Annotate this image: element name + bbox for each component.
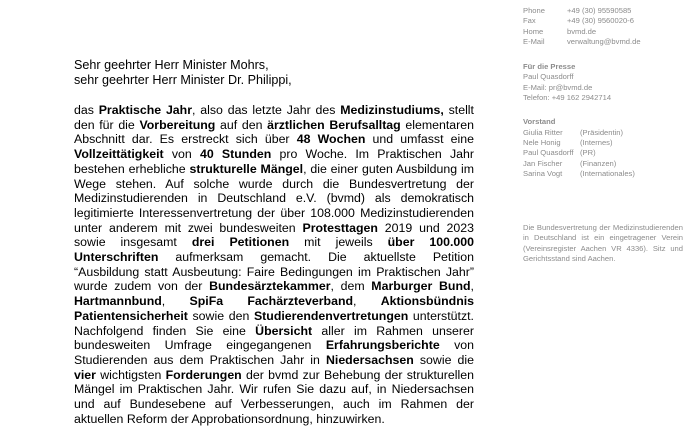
- body-emphasis: Bundesärztekammer: [209, 279, 331, 294]
- board-member-name: Paul Quasdorff: [523, 148, 574, 158]
- body-text-run: ,: [353, 294, 381, 309]
- body-emphasis: Studierendenvertretungen: [253, 308, 409, 323]
- body-text-run: mit jeweils: [289, 235, 388, 250]
- body-text-run: das: [74, 103, 99, 117]
- contact-value[interactable]: bvmd.de: [567, 26, 597, 36]
- salutation-line-2: sehr geehrter Herr Minister Dr. Philippi,: [74, 73, 292, 87]
- body-emphasis: Protesttagen: [302, 220, 378, 235]
- board-member-name: Jan Fischer: [523, 158, 563, 168]
- body-text-run: und umfasst eine: [365, 132, 475, 147]
- contact-fax: [523, 16, 695, 26]
- body-text-run: der bvmd zur Behebung der strukturellen Mängel im Praktischen Jahr. Wir rufen Sie dazu auf, in Niedersachsen und auf Bundesebene auf Verbesserungen, auch im Rahmen der aktuellen Reform der Approbationsordnung, hinzuwirken.: [74, 367, 474, 426]
- body-emphasis: Praktische Jahr: [98, 103, 193, 117]
- body-emphasis: Aktionsbündnis Patientensicherheit: [74, 294, 475, 323]
- body-emphasis: Vollzeittätigkeit: [74, 147, 164, 162]
- press-title: Für die Presse: [523, 62, 576, 72]
- body-text-run: stellt den für die: [74, 103, 474, 132]
- body-text-run: aufmerksam gemacht. Die aktuellste Petition “Ausbildung statt Ausbeutung: Faire Bedingungen im Praktischen Jahr” wurde zudem von der: [74, 250, 474, 294]
- sidebar: [523, 6, 695, 264]
- contact-label: Fax: [523, 16, 536, 26]
- board-member: [523, 148, 695, 158]
- board-title: Vorstand: [523, 117, 556, 127]
- body-text-run: pro Woche. Im Praktischen Jahr bestehen erhebliche: [74, 147, 474, 176]
- body-emphasis: 48 Wochen: [296, 132, 366, 147]
- contact-label: Home: [523, 26, 544, 36]
- body-emphasis: Erfahrungsberichte: [325, 338, 440, 353]
- letter-body: [74, 103, 474, 426]
- body-emphasis: über 100.000 Unterschriften: [74, 235, 474, 265]
- board-member-role: (Internationales): [580, 168, 635, 178]
- body-text-run: , dem: [330, 279, 372, 294]
- contact-home: [523, 27, 695, 37]
- board-member: [523, 159, 695, 169]
- body-text-run: ,: [470, 279, 474, 294]
- contact-email: [523, 37, 695, 47]
- body-emphasis: vier: [74, 367, 96, 382]
- body-emphasis: Hartmannbund: [74, 294, 162, 309]
- body-text-run: , also das letzte Jahr des: [192, 103, 341, 117]
- body-text-run: unterstützt. Nachfolgend finden Sie eine: [74, 308, 474, 338]
- body-text-run: elementaren Abschnitt dar. Es erstreckt sich über: [74, 117, 474, 147]
- legal-notice: Die Bundesvertretung der Medizinstudierenden in Deutschland ist ein eingetragener Verein (Vereinsregister Aachen VR 4336). Sitz und Gerichtsstand sind Aachen.: [523, 223, 683, 264]
- contact-label: E-Mail: [523, 36, 545, 46]
- body-emphasis: strukturelle Mängel: [189, 161, 304, 176]
- body-text-run: , die einer guten Ausbildung im Wege stehen. Auf solche wurde durch die Bundesvertretung der Medizinstudierenden in Deutschland e.V. (bvmd) als demokratisch legitimierte Interessenvertretung der über 108.000 Medizinstudierenden unter anderem mit zwei bundesweiten: [74, 161, 475, 235]
- body-emphasis: Medizinstudiums,: [340, 103, 444, 117]
- board-member-role: (PR): [580, 148, 596, 158]
- board-member-name: Nele Honig: [523, 137, 561, 147]
- contact-phone: [523, 6, 695, 16]
- press-phone[interactable]: Telefon: +49 162 2942714: [523, 93, 612, 103]
- contact-value[interactable]: +49 (30) 95590585: [567, 6, 632, 15]
- board-member: [523, 169, 695, 179]
- body-text-run: 2019 und 2023 sowie insgesamt: [74, 220, 475, 250]
- press-email[interactable]: E-Mail: pr@bvmd.de: [523, 82, 593, 92]
- board-member-role: (Präsidentin): [580, 127, 624, 137]
- board-member: [523, 128, 695, 138]
- body-text-run: aller im Rahmen unserer bundesweiten Umfrage eingegangenen: [74, 323, 475, 353]
- contact-label: Phone: [523, 6, 545, 15]
- board-member-role: (Internes): [580, 137, 613, 147]
- body-text-run: auf den: [215, 117, 268, 132]
- body-emphasis: Niedersachsen: [325, 352, 414, 367]
- board-member-role: (Finanzen): [580, 158, 617, 168]
- body-text-run: sowie die: [413, 352, 474, 367]
- body-emphasis: Marburger Bund: [371, 279, 471, 294]
- board-member: [523, 138, 695, 148]
- board-member-name: Giulia Ritter: [523, 127, 563, 137]
- contact-value: +49 (30) 9560020-6: [567, 16, 634, 26]
- body-text-run: ,: [161, 294, 190, 309]
- body-emphasis: Übersicht: [255, 323, 313, 338]
- body-text-run: von: [163, 147, 200, 162]
- body-text-run: wichtigsten: [95, 367, 166, 382]
- body-emphasis: 40 Stunden: [199, 147, 272, 162]
- body-emphasis: ärztlichen Berufsalltag: [267, 117, 401, 132]
- body-emphasis: Vorbereitung: [139, 117, 216, 132]
- body-emphasis: SpiFa Fachärzteverband: [189, 294, 354, 309]
- contact-value[interactable]: verwaltung@bvmd.de: [567, 36, 641, 46]
- press-name: Paul Quasdorff: [523, 72, 574, 82]
- body-text-run: von Studierenden aus dem Praktischen Jahr in: [74, 338, 474, 367]
- body-emphasis: drei Petitionen: [191, 235, 290, 250]
- salutation: [74, 58, 292, 88]
- press-block: [523, 62, 695, 103]
- body-emphasis: Forderungen: [165, 367, 242, 382]
- salutation-line-1: Sehr geehrter Herr Minister Mohrs,: [74, 58, 269, 72]
- contact-block: [523, 6, 695, 47]
- board-block: [523, 117, 695, 179]
- board-member-name: Sarina Vogt: [523, 168, 563, 178]
- body-text-run: sowie den: [187, 308, 254, 323]
